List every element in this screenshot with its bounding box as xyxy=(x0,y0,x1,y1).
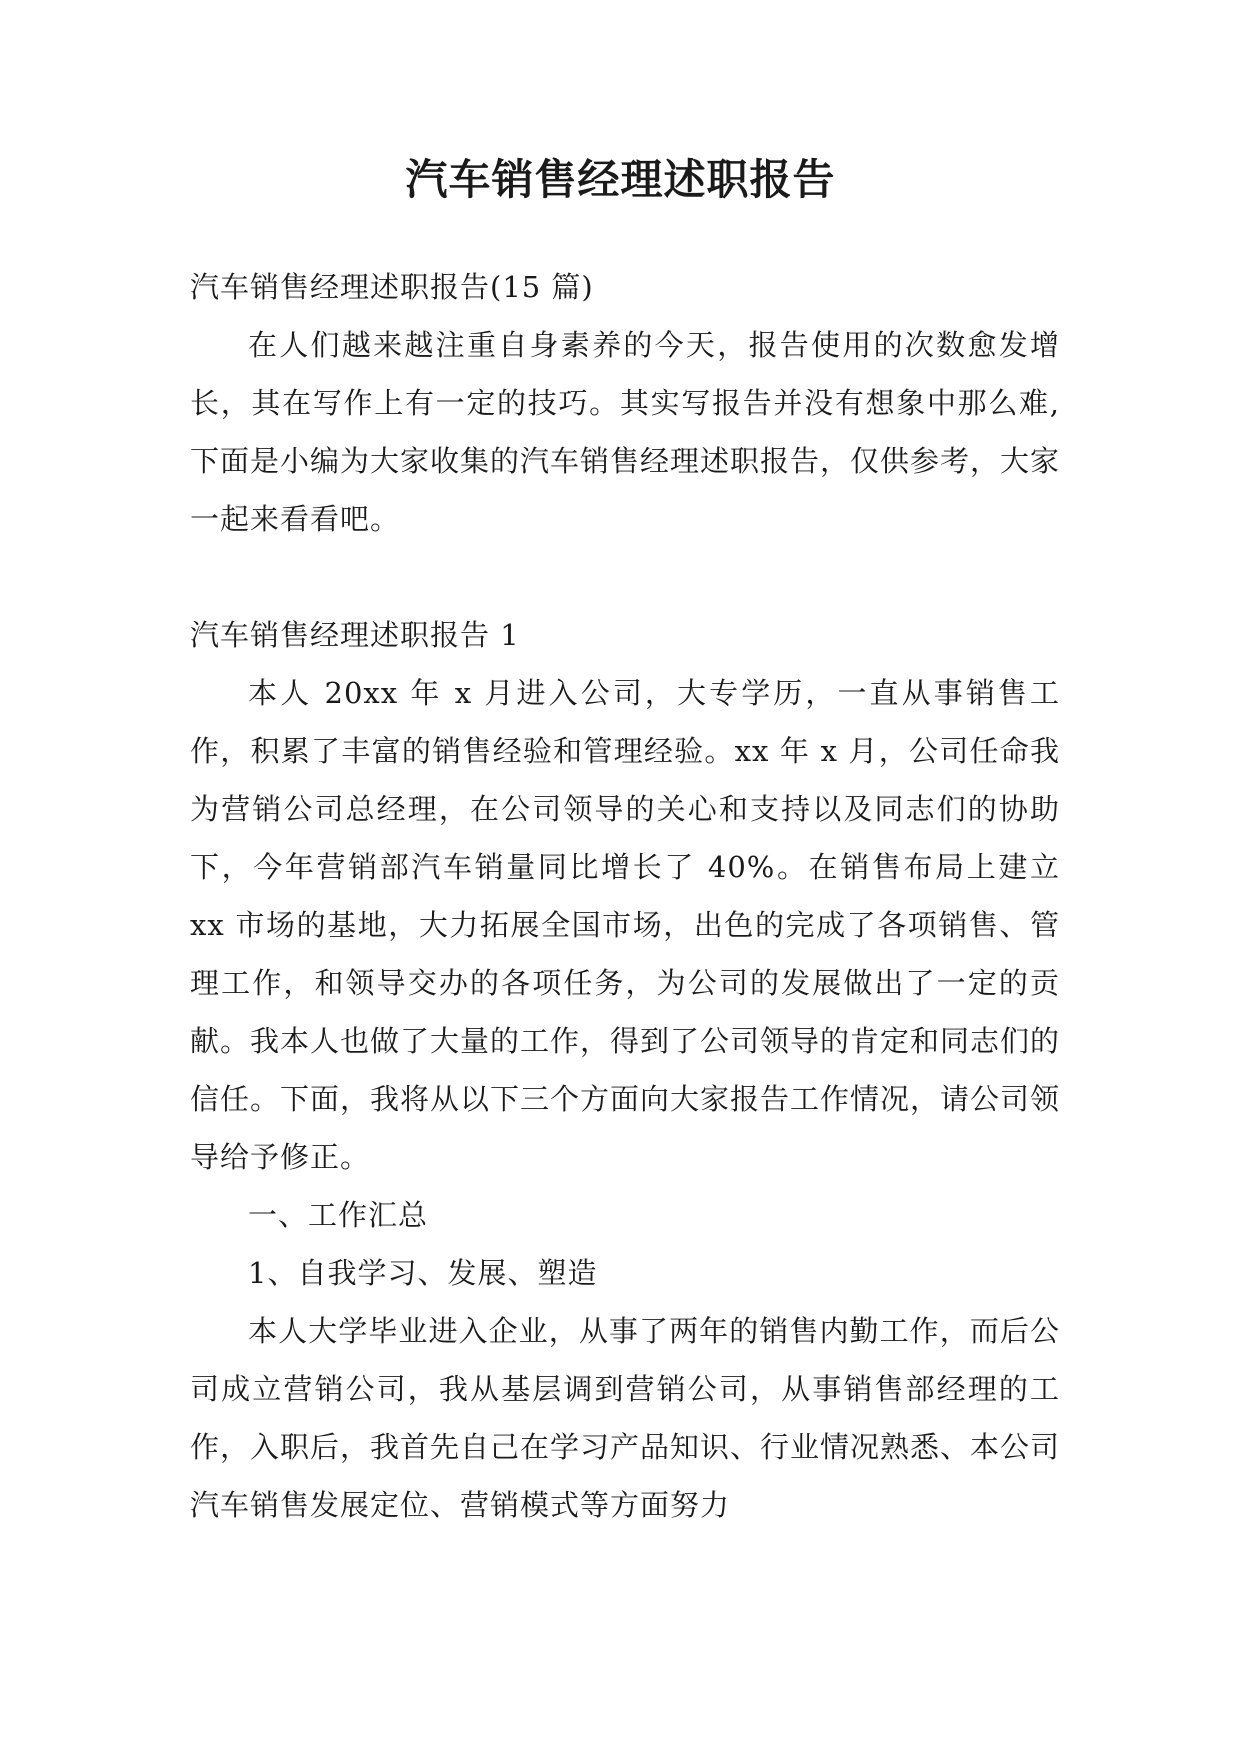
intro-paragraph: 在人们越来越注重自身素养的今天，报告使用的次数愈发增长，其在写作上有一定的技巧。其实写报告并没有想象中那么难,下面是小编为大家收集的汽车销售经理述职报告，仅供参考，大家一起来看看吧。 xyxy=(190,328,1061,536)
section-heading: 汽车销售经理述职报告 1 xyxy=(190,618,520,652)
subsection-heading: 一、工作汇总 xyxy=(248,1198,429,1232)
subsection-heading: 1、自我学习、发展、塑造 xyxy=(248,1256,598,1290)
document-subtitle: 汽车销售经理述职报告(15 篇) xyxy=(190,270,594,304)
document-title: 汽车销售经理述职报告 xyxy=(405,155,836,204)
body-paragraph: 本人大学毕业进入企业，从事了两年的销售内勤工作，而后公司成立营销公司，我从基层调到营销公司，从事销售部经理的工作，入职后，我首先自己在学习产品知识、行业情况熟悉、本公司汽车销售发展定位、营销模式等方面努力 xyxy=(190,1314,1061,1522)
document-body xyxy=(190,258,1060,1534)
section-spacer xyxy=(190,548,1060,606)
body-paragraph: 本人 20xx 年 x 月进入公司，大专学历，一直从事销售工作，积累了丰富的销售经验和管理经验。xx 年 x 月，公司任命我为营销公司总经理，在公司领导的关心和支持以及同志们的协助下，今年营销部汽车销量同比增长了 40%。在销售布局上建立 xx 市场的基地，大力拓展全国市场，出色的完成了各项销售、管理工作，和领导交办的各项任务，为公司的发展做出了一定的贡献。我本人也做了大量的工作，得到了公司领导的肯定和同志们的信任。下面，我将从以下三个方面向大家报告工作情况，请公司领导给予修正。 xyxy=(190,676,1061,1174)
